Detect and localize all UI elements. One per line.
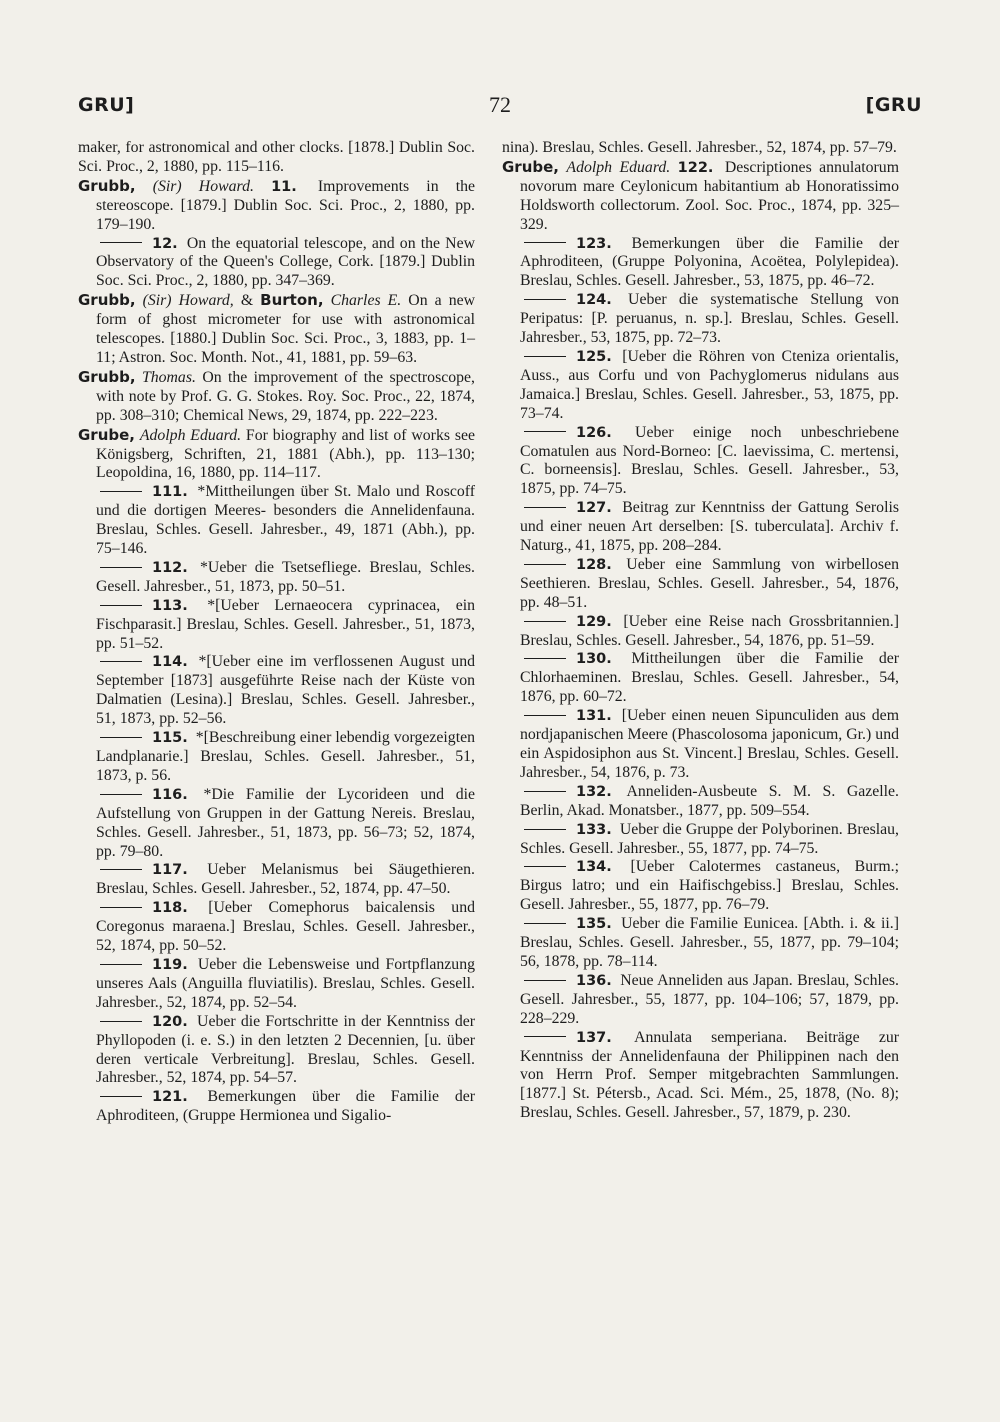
bibliography-entry	[502, 858, 899, 915]
entry-number: 111.	[152, 484, 188, 501]
entry-text: Ueber die Fortschritte in der Kenntniss der Phyllopoden (i. e. S.) in den letzten 2 Decennien, [u. über deren verticale Verbreitung]. Breslau, Schles. Gesell. Jahresber., 52, 1874, pp. 54–57.	[96, 1012, 476, 1087]
entry-text: [Ueber eine Reise nach Grossbritannien.] Breslau, Schles. Gesell. Jahresber., 54, 1876, pp. 51–59.	[520, 612, 899, 649]
entry-text: *Mittheilungen über St. Malo und Roscoff und die dortigen Meeres- besonders die Annelidenfauna. Breslau, Schles. Gesell. Jahresber., 49, 1871 (Abh.), pp. 75–146.	[96, 483, 475, 558]
ditto-dash	[524, 866, 566, 867]
bibliography-entry	[78, 368, 475, 426]
entry-number: 124.	[576, 292, 612, 309]
entry-text: *[Beschreibung einer lebendig vorgezeigten Landplanarie.] Breslau, Schles. Gesell. Jahresber., 51, 1873, p. 56.	[96, 729, 475, 784]
author-surname: Grubb,	[78, 176, 136, 195]
author-given-name: (Sir) Howard.	[152, 177, 254, 195]
entry-text: *[Ueber Lernaeocera cyprinacea, ein Fischparasit.] Breslau, Schles. Gesell. Jahresber., 51, 1873, pp. 51–52.	[96, 596, 475, 652]
entry-number: 134.	[576, 859, 612, 876]
ditto-dash	[524, 431, 566, 432]
right-column	[502, 139, 899, 1123]
ditto-dash	[524, 356, 566, 357]
ditto-dash	[100, 794, 142, 795]
bibliography-entry	[502, 291, 899, 348]
entry-number: 122.	[677, 159, 714, 176]
ditto-dash	[524, 564, 566, 565]
entry-text: Ueber einige noch unbeschriebene Comatulen aus Nord-Borneo: [C. laevissima, C. mertensi, C. borneensis]. Breslau, Schles. Gesell. Jahresber., 53, 1875, pp. 74–75.	[520, 423, 899, 498]
author-given-name: Adolph Eduard.	[139, 426, 242, 444]
entry-number: 133.	[576, 821, 612, 838]
entry-number: 114.	[152, 654, 188, 671]
bibliography-entry	[502, 348, 899, 424]
ditto-dash	[100, 1021, 142, 1022]
ditto-dash	[524, 507, 566, 508]
ditto-dash	[524, 299, 566, 300]
bibliography-entry	[502, 972, 899, 1029]
entry-number: 130.	[576, 651, 612, 668]
ditto-dash	[100, 869, 142, 870]
coauthor-given-name: Charles E.	[330, 292, 402, 310]
entry-number: 12.	[152, 235, 178, 252]
bibliography-entry	[78, 291, 475, 368]
entry-number: 131.	[576, 708, 612, 725]
bibliography-entry	[502, 613, 899, 651]
coauthor-surname: Burton,	[260, 291, 324, 310]
bibliography-entry	[78, 597, 475, 654]
bibliography-entry	[502, 707, 899, 783]
entry-text: *Die Familie der Lycorideen und die Aufstellung von Gruppen in der Gattung Nereis. Breslau, Schles. Gesell. Jahresber., 51, 1873, pp. 56–73; 52, 1874, pp. 79–80.	[96, 785, 475, 860]
entry-text: maker, for astronomical and other clocks. [1878.] Dublin Soc. Sci. Proc., 2, 1880, pp. 115–116.	[78, 139, 475, 175]
entry-text: Beitrag zur Kenntniss der Gattung Serolis und einer neuen Art derselben: [S. tuberculata]. Archiv f. Naturg., 41, 1875, pp. 208–284.	[520, 499, 899, 555]
entry-text: On the improvement of the spectroscope, with note by Prof. G. G. Stokes. Roy. Soc. Proc., 22, 1874, pp. 308–310; Chemical News, 29, 1874, pp. 222–223.	[96, 368, 475, 424]
entry-text: Neue Anneliden aus Japan. Breslau, Schles. Gesell. Jahresber., 55, 1877, pp. 104–106; 57, 1879, pp. 228–229.	[520, 971, 899, 1027]
entry-text: [Ueber Calotermes castaneus, Burm.; Birgus latro; und ein Haifischgebiss.] Breslau, Schles. Gesell. Jahresber., 55, 1877, pp. 76–79.	[520, 858, 899, 914]
bibliography-entry	[502, 139, 899, 158]
entry-text: Mittheilungen über die Familie der Chlorhaeminen. Breslau, Schles. Gesell. Jahresber., 54, 1876, pp. 60–72.	[520, 650, 900, 706]
entry-number: 127.	[576, 500, 612, 517]
running-head-left: GRU]	[78, 94, 135, 116]
bibliography-entry	[78, 956, 475, 1013]
ditto-dash	[524, 980, 566, 981]
entry-text: [Ueber Comephorus baicalensis und Coregonus maraena.] Breslau, Schles. Gesell. Jahresber., 52, 1874, pp. 50–52.	[96, 899, 475, 955]
ditto-dash	[524, 715, 566, 716]
author-given-name: Thomas.	[141, 368, 196, 386]
bibliography-entry	[502, 783, 899, 821]
bibliography-entry	[78, 729, 475, 786]
author-given-name: (Sir) Howard,	[142, 292, 234, 310]
entry-number: 120.	[152, 1013, 188, 1030]
ampersand: &	[240, 292, 254, 310]
entry-number: 118.	[152, 900, 188, 917]
entry-text: On a new form of ghost micrometer for use with astronomical telescopes. [1880.] Dublin Soc. Sci. Proc., 3, 1883, pp. 1–11; Astron. Soc. Month. Not., 41, 1881, pp. 59–63.	[96, 292, 476, 366]
running-head	[78, 94, 922, 124]
ditto-dash	[100, 964, 142, 965]
bibliography-entry	[78, 1088, 475, 1126]
ditto-dash	[524, 242, 566, 243]
bibliography-entry	[78, 426, 475, 484]
ditto-dash	[524, 621, 566, 622]
ditto-dash	[524, 658, 566, 659]
entry-text: *Ueber die Tsetsefliege. Breslau, Schles. Gesell. Jahresber., 51, 1873, pp. 50–51.	[96, 558, 475, 595]
author-given-name: Adolph Eduard.	[566, 158, 671, 176]
bibliography-entry	[502, 821, 899, 859]
entry-text: Ueber Melanismus bei Säugethieren. Breslau, Schles. Gesell. Jahresber., 52, 1874, pp. 47–50.	[96, 861, 475, 898]
ditto-dash	[100, 567, 142, 568]
bibliography-entry	[78, 1013, 475, 1089]
bibliography-entry	[502, 1029, 899, 1124]
bibliography-entry	[502, 915, 899, 972]
entry-number: 116.	[152, 786, 188, 803]
ditto-dash	[524, 791, 566, 792]
ditto-dash	[100, 907, 142, 908]
entry-text: Anneliden-Ausbeute S. M. S. Gazelle. Berlin, Akad. Monatsber., 1877, pp. 509–554.	[520, 782, 899, 819]
ditto-dash	[100, 1096, 142, 1097]
entry-number: 112.	[152, 559, 188, 576]
entry-text: Ueber die systematische Stellung von Peripatus: [P. peruanus, n. sp.]. Breslau, Schles. Gesell. Jahresber., 53, 1875, pp. 72–73.	[520, 291, 899, 347]
entry-text: [Ueber die Röhren von Cteniza orientalis, Auss., aus Corfu und von Pachyglomerus nidulans aus Jamaica.] Breslau, Schles. Gesell. Jahresber., 53, 1875, pp. 73–74.	[520, 347, 899, 422]
ditto-dash	[100, 242, 142, 243]
bibliography-entry	[502, 499, 899, 556]
entry-number: 135.	[576, 916, 612, 933]
ditto-dash	[524, 829, 566, 830]
entry-number: 136.	[576, 972, 612, 989]
bibliography-entry	[78, 559, 475, 597]
entry-number: 121.	[152, 1089, 188, 1106]
entry-text: *[Ueber eine im verflossenen August und September [1873] ausgeführte Reise nach der Küste von Dalmatien (Lesina).] Breslau, Schles. Gesell. Jahresber., 51, 1873, pp. 52–56.	[96, 653, 475, 728]
entry-number: 115.	[152, 730, 188, 747]
bibliography-entry	[502, 158, 899, 235]
bibliography-entry	[78, 899, 475, 956]
ditto-dash	[100, 737, 142, 738]
entry-text: Ueber die Lebensweise und Fortpflanzung unseres Aals (Anguilla fluviatilis). Breslau, Schles. Gesell. Jahresber., 52, 1874, pp. 52–54.	[96, 955, 475, 1011]
ditto-dash	[524, 1036, 566, 1037]
entry-number: 137.	[576, 1029, 612, 1046]
ditto-dash	[100, 491, 142, 492]
entry-number: 11.	[271, 178, 297, 195]
bibliography-entry	[78, 235, 475, 292]
author-surname: Grube,	[78, 425, 135, 444]
entry-text: Annulata semperiana. Beiträge zur Kenntniss der Annelidenfauna der Philippinen nach den von Herrn Prof. Semper mitgebrachten Sammlungen. [1877.] St. Pétersb., Acad. Sci. Mém., 25, 1878, (No. 8); Breslau, Schles. Gesell. Jahresber., 57, 1879, p. 230.	[520, 1028, 900, 1122]
entry-text: Ueber die Gruppe der Polyborinen. Breslau, Schles. Gesell. Jahresber., 55, 1877, pp. 74–75.	[520, 820, 900, 857]
entry-text: Ueber die Familie Eunicea. [Abth. i. & ii.] Breslau, Schles. Gesell. Jahresber., 55, 1877, pp. 79–104; 56, 1878, pp. 78–114.	[520, 915, 900, 970]
bibliography-entry	[78, 483, 475, 559]
entry-text: Descriptiones annulatorum novorum mare Ceylonicum habitantium ab Honoratissimo Holdsworth collectorum. Zool. Soc. Proc., 1874, pp. 325–329.	[520, 158, 899, 233]
entry-number: 113.	[152, 597, 188, 614]
ditto-dash	[100, 661, 142, 662]
author-surname: Grube,	[502, 157, 559, 176]
bibliography-entry	[502, 424, 899, 500]
entry-number: 125.	[576, 348, 612, 365]
ditto-dash	[100, 605, 142, 606]
entry-text: For biography and list of works see Königsberg, Schriften, 21, 1881 (Abh.), pp. 113–130; Leopoldina, 16, 1880, pp. 114–117.	[96, 426, 476, 482]
running-head-right: [GRU	[865, 94, 922, 116]
bibliography-entry	[78, 139, 475, 177]
entry-text: Ueber eine Sammlung von wirbellosen Seethieren. Breslau, Schles. Gesell. Jahresber., 54, 1876, pp. 48–51.	[520, 555, 899, 611]
bibliography-entry	[78, 861, 475, 899]
entry-text: Bemerkungen über die Familie der Aphroditeen, (Gruppe Polyonina, Acoëtea, Polylepidea). Breslau, Schles. Gesell. Jahresber., 53, 1875, pp. 46–72.	[520, 234, 899, 290]
bibliography-entry	[78, 177, 475, 235]
author-surname: Grubb,	[78, 367, 136, 386]
entry-number: 132.	[576, 783, 612, 800]
entry-number: 119.	[152, 956, 188, 973]
entry-number: 128.	[576, 556, 612, 573]
ditto-dash	[524, 923, 566, 924]
entry-text: [Ueber einen neuen Sipunculiden aus dem nordjapanischen Meere (Phascolosoma japonicum, Gr.) und ein Aspidosiphon aus St. Vincent.] Breslau, Schles. Gesell. Jahresber., 54, 1876, p. 73.	[520, 707, 899, 781]
bibliography-entry	[502, 556, 899, 613]
page-number: 72	[489, 92, 511, 117]
entry-text: Bemerkungen über die Familie der Aphroditeen, (Gruppe Hermionea und Sigalio-	[96, 1088, 475, 1125]
entry-text: nina). Breslau, Schles. Gesell. Jahresber., 52, 1874, pp. 57–79.	[502, 139, 897, 156]
author-surname: Grubb,	[78, 291, 136, 310]
entry-number: 123.	[576, 235, 612, 252]
entry-number: 117.	[152, 862, 188, 879]
bibliography-entry	[502, 235, 899, 292]
entry-number: 126.	[576, 424, 612, 441]
left-column	[78, 139, 475, 1126]
entry-text: Improvements in the stereoscope. [1879.] Dublin Soc. Sci. Proc., 2, 1880, pp. 179–190.	[96, 177, 476, 233]
entry-number: 129.	[576, 613, 612, 630]
bibliography-entry	[502, 650, 899, 707]
bibliography-entry	[78, 786, 475, 862]
bibliography-entry	[78, 653, 475, 729]
entry-text: On the equatorial telescope, and on the New Observatory of the Queen's College, Cork. [1879.] Dublin Soc. Sci. Proc., 2, 1880, pp. 347–369.	[96, 234, 475, 290]
